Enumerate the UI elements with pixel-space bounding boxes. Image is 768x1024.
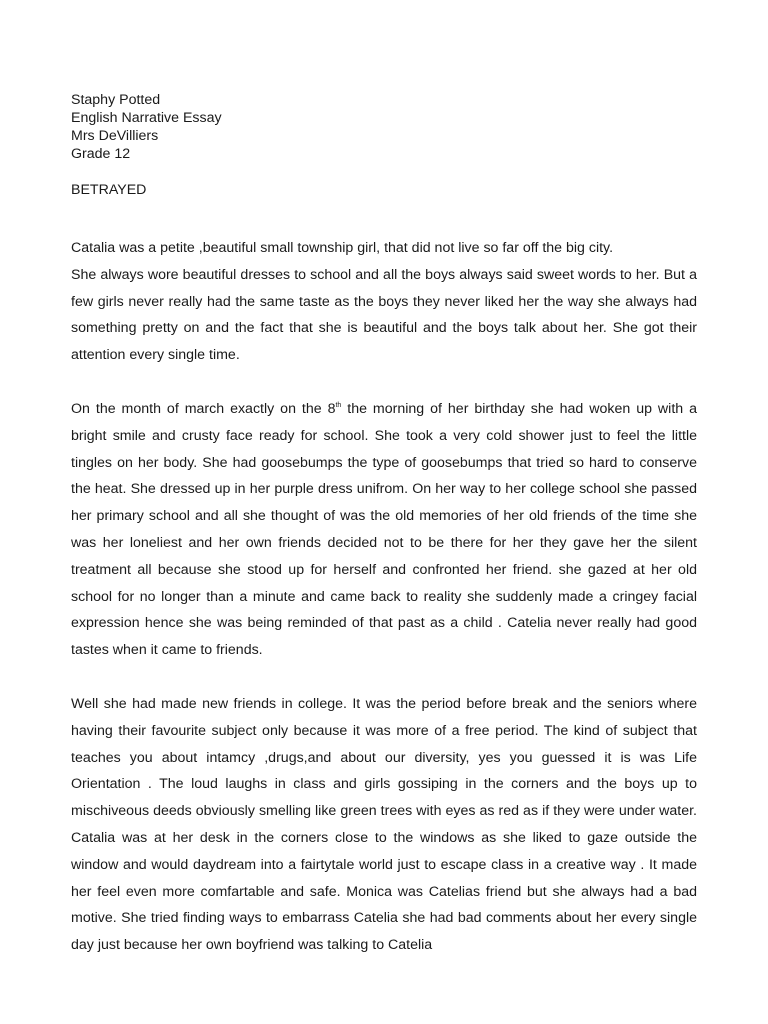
essay-page xyxy=(71,91,697,959)
paragraph-2-start: On the month of march exactly on the 8 xyxy=(71,400,336,417)
teacher-name: Mrs DeVilliers xyxy=(71,128,159,144)
ordinal-suffix: th xyxy=(335,401,342,409)
author-name: Staphy Potted xyxy=(71,92,161,108)
paragraph-2-rest: the morning of her birthday she had woken up with a bright smile and crusty face ready for school. She took a very cold shower just to feel the little tingles on her body. She had goosebumps the type of goosebumps that tried so hard to conserve the heat. She dressed up in her purple dress unifrom. On her way to her college school she passed her primary school and all she thought of was the old memories of her old friends of the time she was her loneliest and her own friends decided not to be there for her they gave her the silent treatment all because she stood up for herself and confronted her friend. she gazed at her old school for no longer than a minute and came back to reality she suddenly made a cringey facial expression hence she was being reminded of that past as a child . Catelia never really had good tastes when it came to friends. xyxy=(71,400,697,659)
paragraph-3: Well she had made new friends in college. It was the period before break and the seniors where having their favourite subject only because it was more of a free period. The kind of subject that teaches you about intamcy ,drugs,and about our diversity, yes you guessed it is was Life Orientation . The loud laughs in class and girls gossiping in the corners and the boys up to mischiveous deeds obviously smelling like green trees with eyes as red as if they were under water. Catalia was at her desk in the corners close to the windows as she liked to gaze outside the window and would daydream into a fairtytale world just to escape class in a creative way . It made her feel even more comfartable and safe. Monica was Catelias friend but she always had a bad motive. She tried finding ways to embarrass Catelia she had bad comments about her every single day just because her own boyfriend was talking to Catelia xyxy=(71,695,697,954)
paragraph-1-opening-line: Catalia was a petite ,beautiful small township girl, that did not live so far off the big city. xyxy=(71,240,614,256)
essay-header xyxy=(71,91,697,163)
paragraph-1-body: She always wore beautiful dresses to school and all the boys always said sweet words to her. But a few girls never really had the same taste as the boys they never liked her the way she always had something pretty on and the fact that she is beautiful and the boys talk about her. She got their attention every single time. xyxy=(71,266,697,364)
essay-title: BETRAYED xyxy=(71,182,147,198)
paragraph-2 xyxy=(71,396,697,664)
grade-level: Grade 12 xyxy=(71,146,131,162)
essay-subject: English Narrative Essay xyxy=(71,110,222,126)
paragraph-1 xyxy=(71,235,697,369)
